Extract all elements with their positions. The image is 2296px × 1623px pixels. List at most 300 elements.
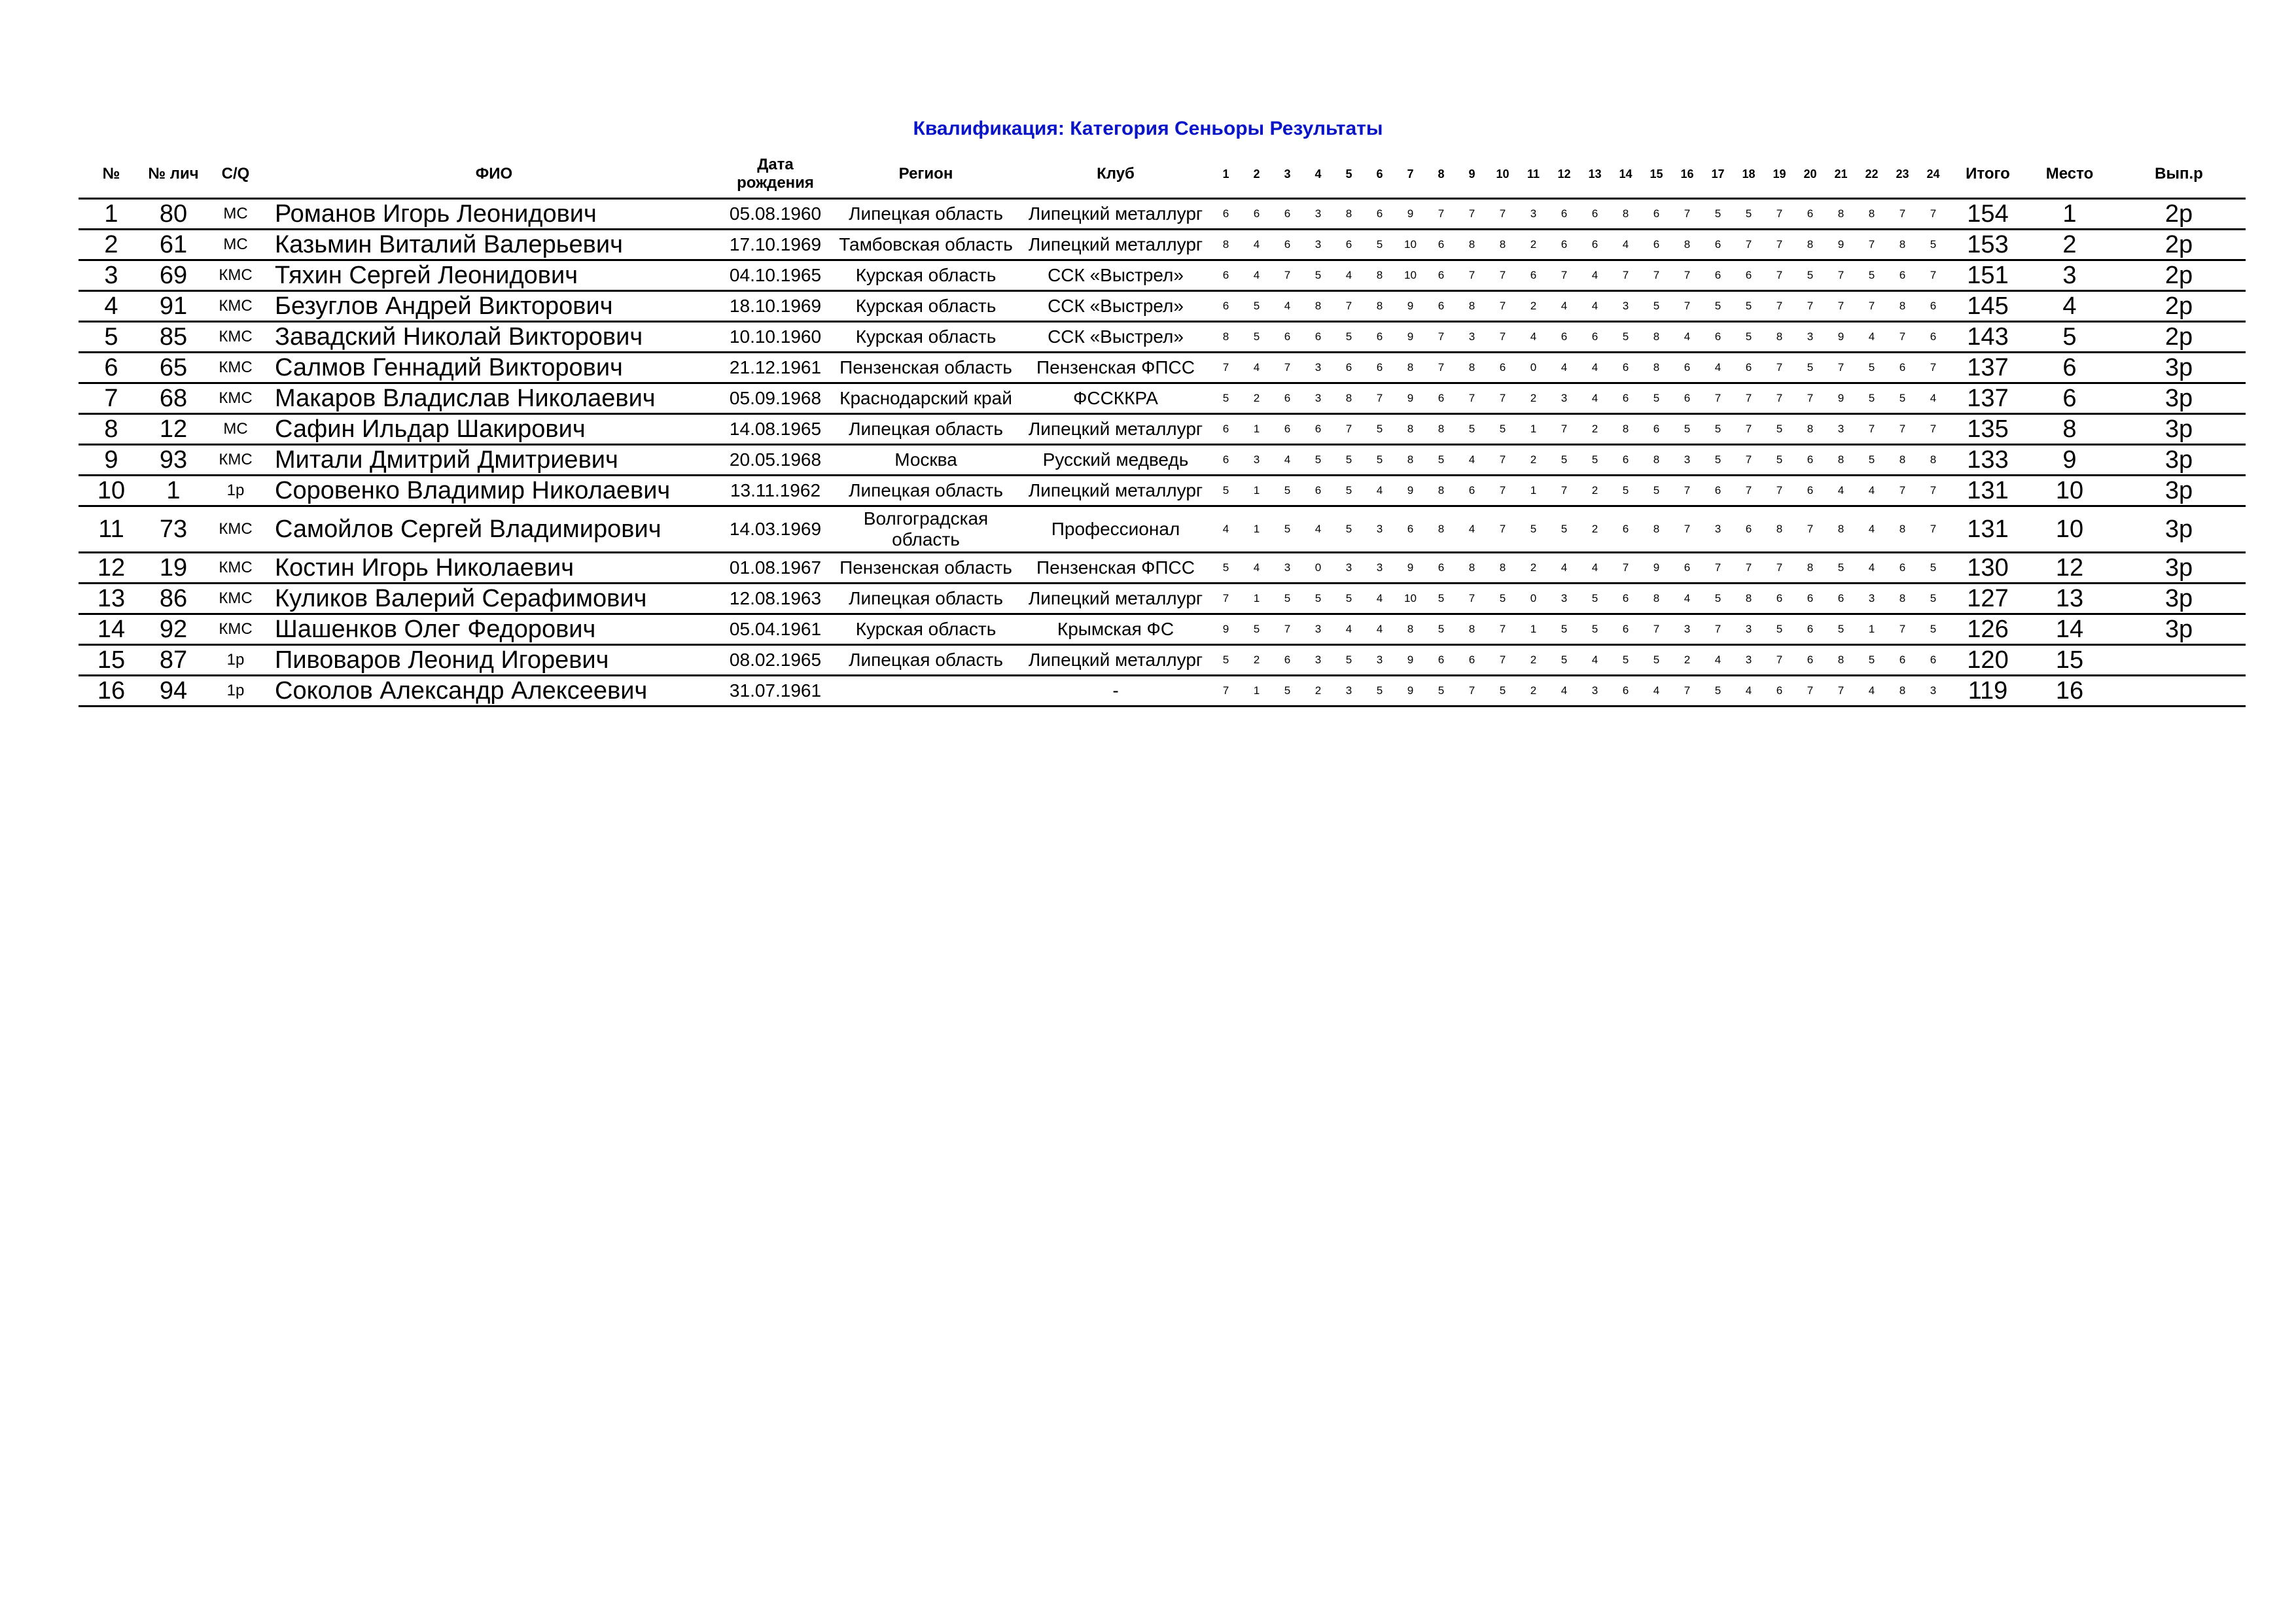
cell-score: 2 bbox=[1303, 676, 1333, 707]
cell-score: 4 bbox=[1856, 676, 1887, 707]
cell-score: 5 bbox=[1333, 645, 1364, 676]
cell-score: 8 bbox=[1856, 199, 1887, 230]
cell-score: 7 bbox=[1856, 291, 1887, 322]
cell-score: 6 bbox=[1426, 260, 1457, 291]
cell-num: 15 bbox=[79, 645, 144, 676]
cell-place: 15 bbox=[2027, 645, 2112, 676]
cell-score: 4 bbox=[1272, 445, 1303, 476]
cell-rank: 3р bbox=[2112, 383, 2246, 414]
header-series-14: 14 bbox=[1619, 167, 1633, 181]
cell-score: 6 bbox=[1580, 322, 1610, 353]
cell-rank: 2р bbox=[2112, 260, 2246, 291]
cell-score: 5 bbox=[1795, 353, 1826, 383]
cell-lich: 87 bbox=[144, 645, 203, 676]
cell-cq: КМС bbox=[203, 322, 268, 353]
cell-score: 3 bbox=[1549, 584, 1580, 614]
cell-score: 7 bbox=[1487, 260, 1518, 291]
cell-score: 7 bbox=[1210, 676, 1241, 707]
cell-score: 2 bbox=[1580, 506, 1610, 553]
cell-score: 5 bbox=[1733, 291, 1764, 322]
cell-score: 8 bbox=[1641, 353, 1672, 383]
cell-score: 7 bbox=[1672, 676, 1703, 707]
cell-lich: 93 bbox=[144, 445, 203, 476]
cell-fio: Митали Дмитрий Дмитриевич bbox=[268, 445, 720, 476]
cell-place: 14 bbox=[2027, 614, 2112, 645]
cell-score: 7 bbox=[1210, 584, 1241, 614]
cell-score: 6 bbox=[1795, 199, 1826, 230]
cell-score: 7 bbox=[1826, 260, 1856, 291]
cell-total: 133 bbox=[1949, 445, 2027, 476]
cell-place: 12 bbox=[2027, 553, 2112, 584]
cell-score: 3 bbox=[1672, 614, 1703, 645]
cell-score: 4 bbox=[1580, 383, 1610, 414]
cell-score: 2 bbox=[1518, 383, 1549, 414]
cell-score: 6 bbox=[1672, 553, 1703, 584]
table-row bbox=[79, 353, 2246, 383]
cell-score: 7 bbox=[1703, 614, 1733, 645]
cell-club: ФССККРА bbox=[1021, 383, 1210, 414]
cell-num: 10 bbox=[79, 476, 144, 506]
cell-score: 6 bbox=[1457, 476, 1487, 506]
cell-score: 7 bbox=[1826, 353, 1856, 383]
cell-score: 4 bbox=[1580, 353, 1610, 383]
cell-score: 8 bbox=[1672, 230, 1703, 260]
cell-score: 8 bbox=[1641, 584, 1672, 614]
cell-region: Липецкая область bbox=[831, 584, 1021, 614]
cell-score: 6 bbox=[1795, 476, 1826, 506]
cell-score: 2 bbox=[1241, 383, 1272, 414]
cell-score: 7 bbox=[1549, 260, 1580, 291]
cell-score: 4 bbox=[1580, 553, 1610, 584]
header-series-1: 1 bbox=[1222, 167, 1229, 181]
cell-cq: МС bbox=[203, 230, 268, 260]
cell-score: 5 bbox=[1733, 322, 1764, 353]
cell-club: - bbox=[1021, 676, 1210, 707]
cell-score: 1 bbox=[1241, 584, 1272, 614]
cell-score: 8 bbox=[1764, 506, 1795, 553]
cell-score: 8 bbox=[1333, 199, 1364, 230]
cell-rank: 3р bbox=[2112, 553, 2246, 584]
cell-score: 6 bbox=[1395, 506, 1426, 553]
cell-score: 7 bbox=[1764, 476, 1795, 506]
cell-score: 7 bbox=[1333, 414, 1364, 445]
cell-score: 1 bbox=[1241, 476, 1272, 506]
cell-score: 5 bbox=[1918, 553, 1949, 584]
cell-fio: Костин Игорь Николаевич bbox=[268, 553, 720, 584]
cell-place: 10 bbox=[2027, 476, 2112, 506]
cell-score: 5 bbox=[1241, 614, 1272, 645]
cell-score: 6 bbox=[1795, 445, 1826, 476]
cell-score: 4 bbox=[1580, 645, 1610, 676]
cell-score: 8 bbox=[1395, 414, 1426, 445]
cell-score: 6 bbox=[1733, 353, 1764, 383]
cell-score: 8 bbox=[1641, 445, 1672, 476]
cell-place: 5 bbox=[2027, 322, 2112, 353]
cell-score: 5 bbox=[1856, 445, 1887, 476]
cell-score: 5 bbox=[1703, 445, 1733, 476]
table-row bbox=[79, 584, 2246, 614]
cell-score: 4 bbox=[1549, 553, 1580, 584]
cell-score: 7 bbox=[1426, 322, 1457, 353]
cell-score: 8 bbox=[1887, 676, 1918, 707]
cell-score: 8 bbox=[1457, 553, 1487, 584]
cell-score: 5 bbox=[1272, 584, 1303, 614]
cell-score: 3 bbox=[1241, 445, 1272, 476]
cell-fio: Завадский Николай Викторович bbox=[268, 322, 720, 353]
cell-num: 13 bbox=[79, 584, 144, 614]
table-row bbox=[79, 199, 2246, 230]
cell-region: Курская область bbox=[831, 322, 1021, 353]
cell-score: 4 bbox=[1549, 291, 1580, 322]
cell-score: 6 bbox=[1426, 645, 1457, 676]
cell-score: 4 bbox=[1241, 353, 1272, 383]
cell-score: 5 bbox=[1795, 260, 1826, 291]
cell-score: 5 bbox=[1826, 614, 1856, 645]
cell-score: 6 bbox=[1641, 414, 1672, 445]
cell-score: 8 bbox=[1826, 506, 1856, 553]
cell-score: 5 bbox=[1487, 584, 1518, 614]
cell-birth: 21.12.1961 bbox=[720, 353, 831, 383]
cell-score: 0 bbox=[1303, 553, 1333, 584]
cell-score: 1 bbox=[1241, 506, 1272, 553]
cell-score: 4 bbox=[1241, 553, 1272, 584]
cell-region: Курская область bbox=[831, 291, 1021, 322]
cell-score: 3 bbox=[1733, 645, 1764, 676]
cell-score: 6 bbox=[1457, 645, 1487, 676]
cell-score: 7 bbox=[1918, 353, 1949, 383]
cell-score: 3 bbox=[1303, 353, 1333, 383]
header-series-18: 18 bbox=[1742, 167, 1756, 181]
cell-total: 137 bbox=[1949, 353, 2027, 383]
cell-birth: 17.10.1969 bbox=[720, 230, 831, 260]
header-series-19: 19 bbox=[1773, 167, 1786, 181]
cell-club: Пензенская ФПСС bbox=[1021, 353, 1210, 383]
cell-score: 6 bbox=[1303, 322, 1333, 353]
cell-club: Профессионал bbox=[1021, 506, 1210, 553]
cell-score: 6 bbox=[1703, 476, 1733, 506]
cell-birth: 05.09.1968 bbox=[720, 383, 831, 414]
cell-birth: 20.05.1968 bbox=[720, 445, 831, 476]
cell-birth: 31.07.1961 bbox=[720, 676, 831, 707]
header-series-12: 12 bbox=[1557, 167, 1571, 181]
cell-score: 4 bbox=[1518, 322, 1549, 353]
cell-score: 7 bbox=[1672, 476, 1703, 506]
cell-score: 9 bbox=[1826, 230, 1856, 260]
cell-score: 9 bbox=[1826, 322, 1856, 353]
cell-score: 7 bbox=[1826, 291, 1856, 322]
cell-score: 6 bbox=[1272, 322, 1303, 353]
cell-score: 6 bbox=[1672, 383, 1703, 414]
cell-score: 6 bbox=[1610, 676, 1641, 707]
cell-score: 10 bbox=[1395, 260, 1426, 291]
cell-score: 5 bbox=[1703, 676, 1733, 707]
cell-cq: КМС bbox=[203, 353, 268, 383]
cell-score: 6 bbox=[1272, 199, 1303, 230]
cell-score: 8 bbox=[1457, 230, 1487, 260]
header-series-9: 9 bbox=[1468, 167, 1475, 181]
header-rank: Вып.р bbox=[2155, 165, 2203, 183]
header-place: Место bbox=[2045, 165, 2094, 183]
cell-score: 7 bbox=[1795, 291, 1826, 322]
cell-score: 3 bbox=[1303, 383, 1333, 414]
cell-score: 1 bbox=[1518, 614, 1549, 645]
cell-score: 7 bbox=[1918, 476, 1949, 506]
cell-score: 7 bbox=[1610, 553, 1641, 584]
cell-score: 6 bbox=[1610, 584, 1641, 614]
cell-fio: Макаров Владислав Николаевич bbox=[268, 383, 720, 414]
cell-score: 7 bbox=[1918, 414, 1949, 445]
cell-club: Липецкий металлург bbox=[1021, 199, 1210, 230]
cell-score: 5 bbox=[1426, 676, 1457, 707]
cell-score: 6 bbox=[1887, 553, 1918, 584]
cell-score: 6 bbox=[1918, 645, 1949, 676]
cell-score: 6 bbox=[1364, 322, 1395, 353]
cell-total: 143 bbox=[1949, 322, 2027, 353]
cell-region: Краснодарский край bbox=[831, 383, 1021, 414]
cell-score: 6 bbox=[1672, 353, 1703, 383]
cell-score: 8 bbox=[1426, 476, 1457, 506]
cell-score: 5 bbox=[1210, 553, 1241, 584]
cell-score: 8 bbox=[1610, 414, 1641, 445]
cell-place: 4 bbox=[2027, 291, 2112, 322]
cell-rank: 2р bbox=[2112, 322, 2246, 353]
cell-region bbox=[831, 676, 1021, 707]
cell-score: 8 bbox=[1641, 506, 1672, 553]
header-cq: С/Q bbox=[221, 165, 250, 183]
cell-score: 7 bbox=[1703, 383, 1733, 414]
cell-score: 5 bbox=[1241, 291, 1272, 322]
cell-total: 135 bbox=[1949, 414, 2027, 445]
cell-score: 7 bbox=[1364, 383, 1395, 414]
cell-score: 5 bbox=[1641, 476, 1672, 506]
cell-score: 7 bbox=[1549, 414, 1580, 445]
cell-score: 9 bbox=[1395, 383, 1426, 414]
cell-score: 7 bbox=[1210, 353, 1241, 383]
cell-score: 6 bbox=[1272, 230, 1303, 260]
cell-score: 3 bbox=[1918, 676, 1949, 707]
cell-score: 5 bbox=[1641, 645, 1672, 676]
cell-score: 7 bbox=[1457, 676, 1487, 707]
cell-score: 6 bbox=[1210, 445, 1241, 476]
cell-score: 3 bbox=[1303, 199, 1333, 230]
cell-total: 130 bbox=[1949, 553, 2027, 584]
header-row bbox=[79, 150, 2246, 199]
header-series-8: 8 bbox=[1438, 167, 1445, 181]
cell-score: 7 bbox=[1887, 199, 1918, 230]
cell-score: 4 bbox=[1610, 230, 1641, 260]
cell-score: 3 bbox=[1518, 199, 1549, 230]
cell-score: 6 bbox=[1580, 230, 1610, 260]
cell-fio: Сафин Ильдар Шакирович bbox=[268, 414, 720, 445]
cell-score: 5 bbox=[1641, 291, 1672, 322]
cell-score: 6 bbox=[1272, 383, 1303, 414]
cell-score: 4 bbox=[1641, 676, 1672, 707]
cell-score: 3 bbox=[1703, 506, 1733, 553]
header-region: Регион bbox=[898, 165, 953, 183]
cell-cq: КМС bbox=[203, 584, 268, 614]
cell-score: 7 bbox=[1764, 230, 1795, 260]
cell-score: 8 bbox=[1887, 506, 1918, 553]
cell-place: 6 bbox=[2027, 353, 2112, 383]
table-row bbox=[79, 614, 2246, 645]
cell-score: 6 bbox=[1426, 230, 1457, 260]
cell-num: 8 bbox=[79, 414, 144, 445]
cell-num: 5 bbox=[79, 322, 144, 353]
cell-score: 6 bbox=[1487, 353, 1518, 383]
cell-total: 131 bbox=[1949, 476, 2027, 506]
cell-score: 5 bbox=[1610, 476, 1641, 506]
cell-score: 7 bbox=[1887, 414, 1918, 445]
cell-score: 4 bbox=[1549, 676, 1580, 707]
header-series-16: 16 bbox=[1680, 167, 1694, 181]
table-row bbox=[79, 676, 2246, 707]
cell-num: 14 bbox=[79, 614, 144, 645]
cell-score: 9 bbox=[1395, 199, 1426, 230]
header-series-13: 13 bbox=[1588, 167, 1602, 181]
cell-score: 4 bbox=[1918, 383, 1949, 414]
cell-score: 5 bbox=[1426, 614, 1457, 645]
cell-num: 11 bbox=[79, 506, 144, 553]
cell-score: 7 bbox=[1733, 445, 1764, 476]
cell-score: 5 bbox=[1364, 414, 1395, 445]
cell-score: 7 bbox=[1764, 291, 1795, 322]
cell-club: Липецкий металлург bbox=[1021, 414, 1210, 445]
cell-num: 3 bbox=[79, 260, 144, 291]
cell-region: Тамбовская область bbox=[831, 230, 1021, 260]
cell-fio: Казьмин Виталий Валерьевич bbox=[268, 230, 720, 260]
cell-total: 119 bbox=[1949, 676, 2027, 707]
cell-score: 7 bbox=[1918, 260, 1949, 291]
cell-fio: Самойлов Сергей Владимирович bbox=[268, 506, 720, 553]
cell-place: 9 bbox=[2027, 445, 2112, 476]
cell-score: 9 bbox=[1395, 645, 1426, 676]
table-row bbox=[79, 322, 2246, 353]
cell-score: 7 bbox=[1672, 199, 1703, 230]
cell-score: 8 bbox=[1364, 291, 1395, 322]
cell-score: 6 bbox=[1918, 291, 1949, 322]
cell-score: 4 bbox=[1826, 476, 1856, 506]
cell-birth: 13.11.1962 bbox=[720, 476, 831, 506]
cell-score: 8 bbox=[1795, 553, 1826, 584]
cell-score: 5 bbox=[1856, 260, 1887, 291]
cell-num: 1 bbox=[79, 199, 144, 230]
cell-score: 7 bbox=[1733, 414, 1764, 445]
cell-score: 6 bbox=[1580, 199, 1610, 230]
cell-score: 10 bbox=[1395, 230, 1426, 260]
cell-score: 6 bbox=[1210, 414, 1241, 445]
cell-score: 4 bbox=[1856, 476, 1887, 506]
cell-score: 8 bbox=[1795, 414, 1826, 445]
cell-score: 7 bbox=[1641, 260, 1672, 291]
header-series-23: 23 bbox=[1896, 167, 1909, 181]
cell-score: 6 bbox=[1641, 199, 1672, 230]
cell-score: 8 bbox=[1918, 445, 1949, 476]
cell-score: 5 bbox=[1303, 260, 1333, 291]
cell-score: 7 bbox=[1764, 645, 1795, 676]
cell-score: 8 bbox=[1826, 199, 1856, 230]
cell-score: 3 bbox=[1272, 553, 1303, 584]
cell-score: 7 bbox=[1272, 260, 1303, 291]
cell-cq: КМС bbox=[203, 553, 268, 584]
cell-score: 4 bbox=[1364, 584, 1395, 614]
cell-score: 4 bbox=[1333, 260, 1364, 291]
cell-club: ССК «Выстрел» bbox=[1021, 291, 1210, 322]
cell-lich: 68 bbox=[144, 383, 203, 414]
cell-score: 6 bbox=[1795, 584, 1826, 614]
header-series-17: 17 bbox=[1711, 167, 1725, 181]
cell-score: 3 bbox=[1856, 584, 1887, 614]
cell-score: 6 bbox=[1795, 614, 1826, 645]
cell-score: 4 bbox=[1210, 506, 1241, 553]
cell-score: 5 bbox=[1333, 584, 1364, 614]
cell-score: 5 bbox=[1672, 414, 1703, 445]
cell-score: 8 bbox=[1457, 353, 1487, 383]
cell-club: Пензенская ФПСС bbox=[1021, 553, 1210, 584]
cell-lich: 73 bbox=[144, 506, 203, 553]
cell-score: 7 bbox=[1487, 614, 1518, 645]
cell-lich: 91 bbox=[144, 291, 203, 322]
cell-score: 7 bbox=[1610, 260, 1641, 291]
cell-score: 8 bbox=[1764, 322, 1795, 353]
cell-place: 16 bbox=[2027, 676, 2112, 707]
header-series-5: 5 bbox=[1345, 167, 1352, 181]
cell-score: 5 bbox=[1918, 614, 1949, 645]
cell-score: 6 bbox=[1333, 353, 1364, 383]
cell-region: Липецкая область bbox=[831, 199, 1021, 230]
cell-score: 2 bbox=[1580, 476, 1610, 506]
cell-score: 1 bbox=[1856, 614, 1887, 645]
cell-score: 7 bbox=[1764, 260, 1795, 291]
cell-club: ССК «Выстрел» bbox=[1021, 322, 1210, 353]
cell-score: 5 bbox=[1856, 383, 1887, 414]
cell-score: 7 bbox=[1672, 260, 1703, 291]
cell-score: 7 bbox=[1764, 199, 1795, 230]
cell-score: 5 bbox=[1887, 383, 1918, 414]
cell-score: 5 bbox=[1703, 414, 1733, 445]
cell-score: 2 bbox=[1241, 645, 1272, 676]
table-row bbox=[79, 383, 2246, 414]
header-total: Итого bbox=[1966, 165, 2010, 183]
cell-score: 4 bbox=[1856, 506, 1887, 553]
cell-score: 7 bbox=[1795, 676, 1826, 707]
cell-score: 8 bbox=[1303, 291, 1333, 322]
cell-score: 5 bbox=[1733, 199, 1764, 230]
cell-score: 5 bbox=[1918, 584, 1949, 614]
cell-birth: 05.04.1961 bbox=[720, 614, 831, 645]
cell-birth: 10.10.1960 bbox=[720, 322, 831, 353]
cell-score: 6 bbox=[1518, 260, 1549, 291]
cell-score: 7 bbox=[1487, 476, 1518, 506]
cell-num: 9 bbox=[79, 445, 144, 476]
cell-score: 7 bbox=[1672, 506, 1703, 553]
cell-score: 4 bbox=[1241, 230, 1272, 260]
cell-fio: Безуглов Андрей Викторович bbox=[268, 291, 720, 322]
cell-place: 3 bbox=[2027, 260, 2112, 291]
cell-lich: 1 bbox=[144, 476, 203, 506]
cell-score: 8 bbox=[1887, 230, 1918, 260]
cell-score: 5 bbox=[1487, 676, 1518, 707]
cell-score: 7 bbox=[1795, 506, 1826, 553]
cell-score: 7 bbox=[1487, 506, 1518, 553]
cell-score: 3 bbox=[1457, 322, 1487, 353]
cell-total: 137 bbox=[1949, 383, 2027, 414]
cell-lich: 12 bbox=[144, 414, 203, 445]
cell-score: 6 bbox=[1887, 645, 1918, 676]
cell-score: 6 bbox=[1426, 383, 1457, 414]
cell-lich: 69 bbox=[144, 260, 203, 291]
cell-score: 6 bbox=[1364, 353, 1395, 383]
table-row bbox=[79, 260, 2246, 291]
